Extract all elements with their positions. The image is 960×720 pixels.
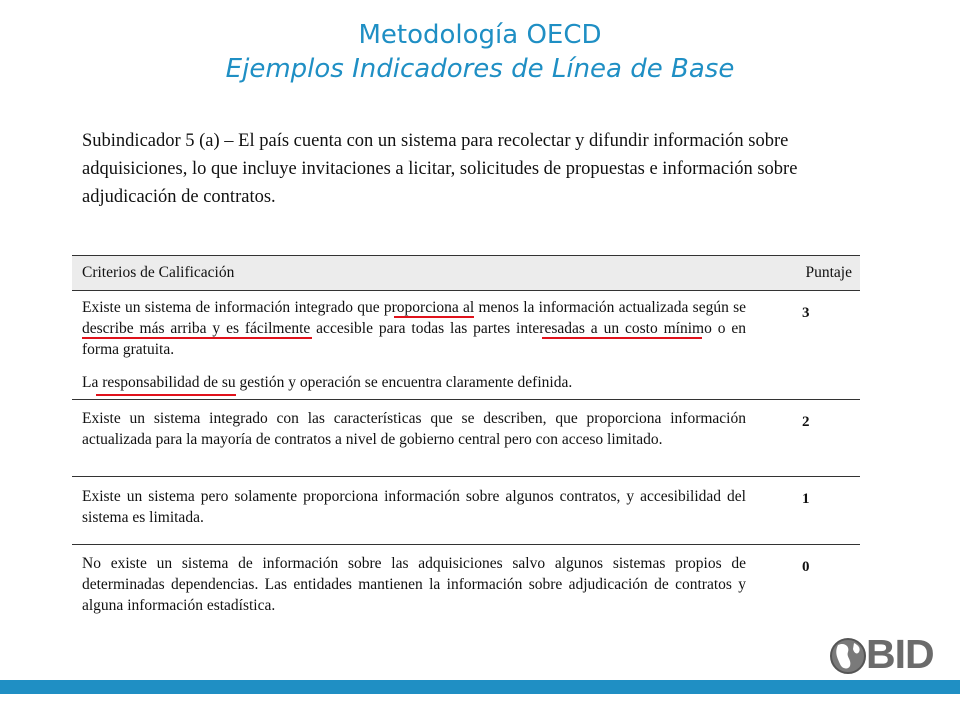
row-criteria: Existe un sistema integrado con las características que se describen, que proporciona información actualizada para la mayoría de contratos a nivel de gobierno central pero con acceso limitado. (82, 410, 746, 448)
table-header (72, 255, 860, 291)
row-criteria-extra: La responsabilidad de su gestión y operación se encuentra claramente definida. (82, 374, 573, 391)
bid-logo (828, 631, 934, 679)
header-criteria: Criterios de Calificación (82, 264, 235, 281)
underline-mark (96, 394, 236, 396)
table-row (72, 477, 860, 545)
slide-title-block (0, 18, 960, 86)
row-criteria: Existe un sistema pero solamente proporciona información sobre algunos contratos, y accesibilidad del sistema es limitada. (82, 488, 746, 526)
criteria-table (72, 255, 860, 621)
row-criteria: No existe un sistema de información sobre las adquisiciones salvo algunos sistemas propios de determinadas dependencias. Las entidades mantienen la información sobre adjudicación de contratos y alguna información estadística. (82, 555, 746, 614)
table-row (72, 400, 860, 477)
row-score: 1 (802, 491, 810, 507)
slide-title: Metodología OECD (358, 20, 602, 50)
slide-subtitle: Ejemplos Indicadores de Línea de Base (225, 54, 735, 84)
row-score: 2 (802, 414, 810, 430)
row-criteria: Existe un sistema de información integrado que proporciona al menos la información actualizada según se describe más arriba y es fácilmente accesible para todas las partes interesadas a un costo mínimo o en forma gratuita. (82, 299, 746, 358)
logo-text: BID (866, 631, 934, 677)
table-row (72, 291, 860, 400)
footer-accent-bar (0, 680, 960, 694)
subindicator-description: Subindicador 5 (a) – El país cuenta con un sistema para recolectar y difundir información sobre adquisiciones, lo que incluye invitaciones a licitar, solicitudes de propuestas e información sobre adjudicación de contratos. (82, 131, 798, 207)
underline-mark (542, 337, 702, 339)
table-row (72, 545, 860, 621)
underline-mark (82, 337, 312, 339)
header-score: Puntaje (805, 264, 852, 281)
underline-mark (394, 316, 474, 318)
row-score: 3 (802, 305, 810, 321)
row-score: 0 (802, 559, 810, 575)
